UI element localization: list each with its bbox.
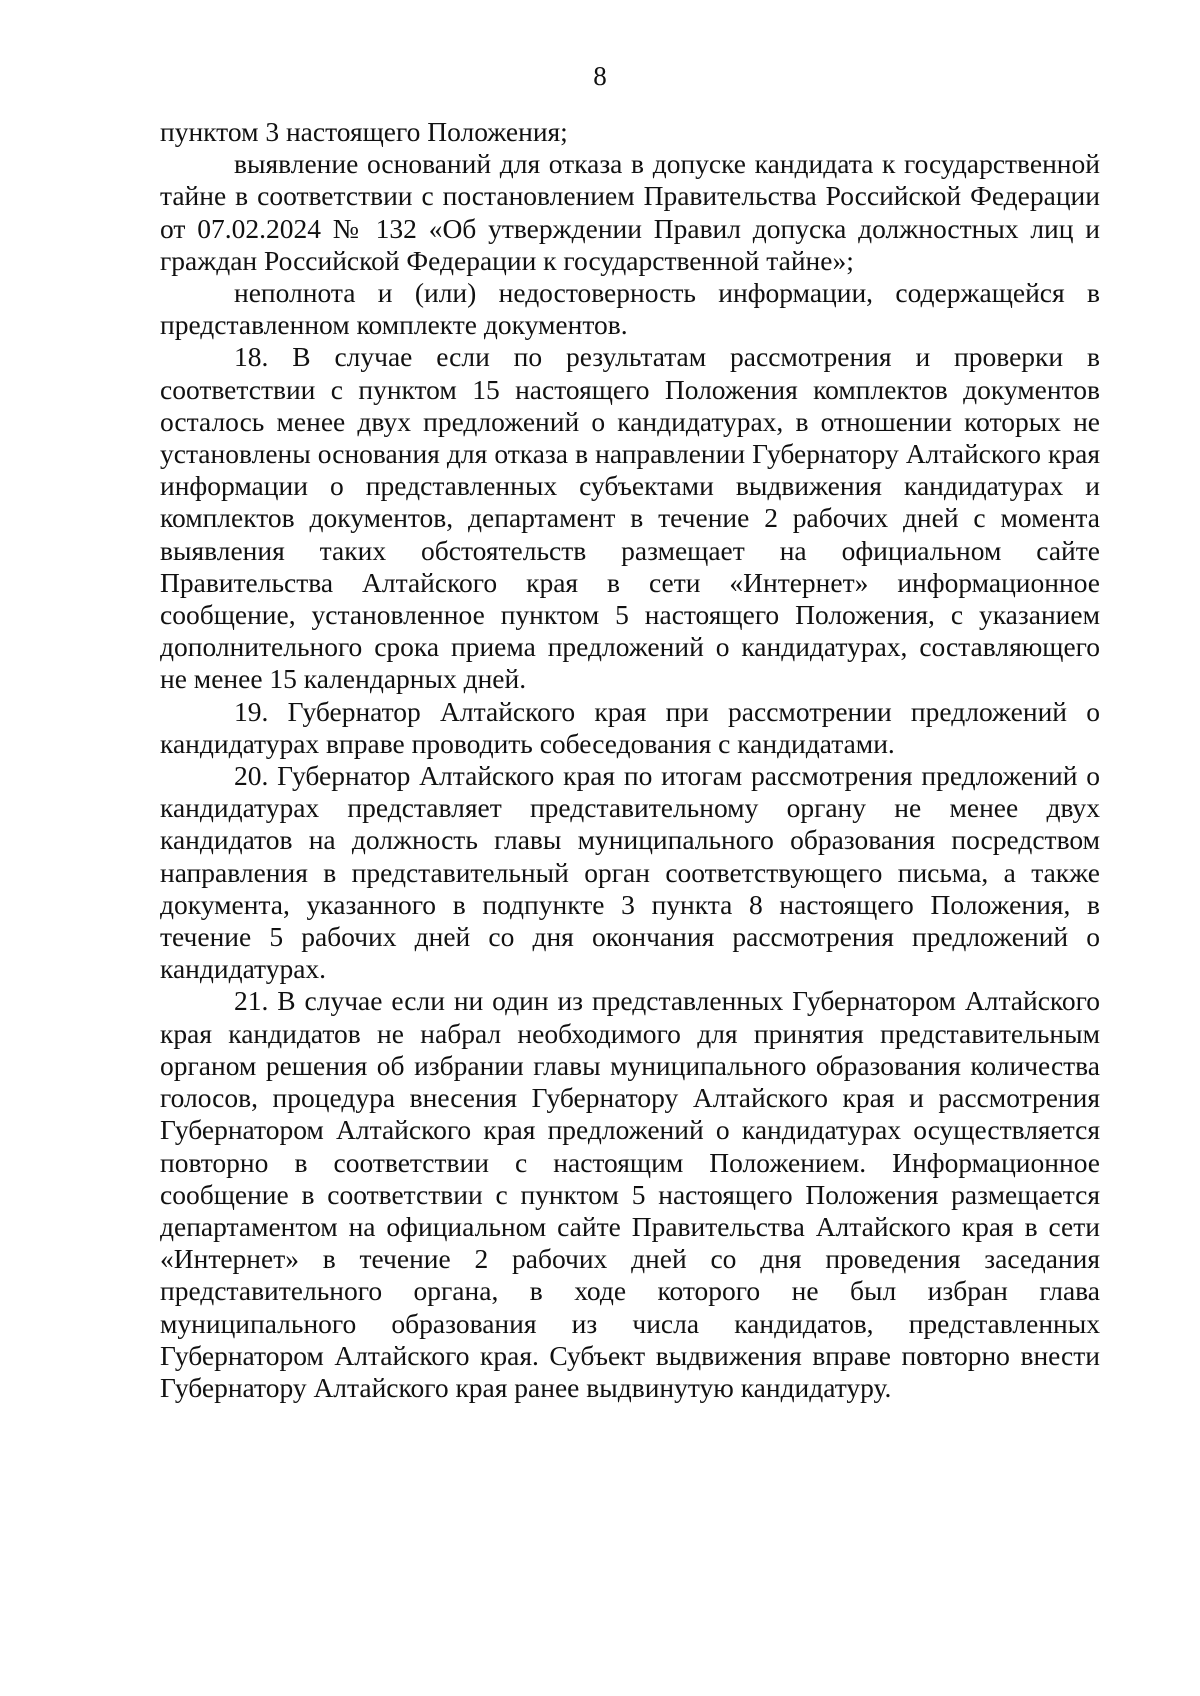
paragraph-continuation: пунктом 3 настоящего Положения; (160, 116, 568, 147)
paragraph-incomplete-information: неполнота и (или) недостоверность информации, содержащейся в представленном комплекте документов. (160, 277, 1100, 341)
document-body (160, 116, 1100, 1404)
paragraph-state-secret-grounds: выявление оснований для отказа в допуске кандидата к государственной тайне в соответствии с постановлением Правительства Российской Федерации от 07.02.2024 № 132 «Об утверждении Правил допуска должностных лиц и граждан Российской Федерации к государственной тайне»; (160, 148, 1100, 276)
paragraph-item-20: 20. Губернатор Алтайского края по итогам рассмотрения предложений о кандидатурах представляет представительному органу не менее двух кандидатов на должность главы муниципального образования посредством направления в представительный орган соответствующего письма, а также документа, указанного в подпункте 3 пункта 8 настоящего Положения, в течение 5 рабочих дней со дня окончания рассмотрения предложений о кандидатурах. (160, 760, 1100, 985)
paragraph-item-19: 19. Губернатор Алтайского края при рассмотрении предложений о кандидатурах вправе проводить собеседования с кандидатами. (160, 695, 1100, 759)
paragraph-item-21: 21. В случае если ни один из представленных Губернатором Алтайского края кандидатов не набрал необходимого для принятия представительным органом решения об избрании главы муниципального образования количества голосов, процедура внесения Губернатору Алтайского края и рассмотрения Губернатором Алтайского края предложений о кандидатурах осуществляется повторно в соответствии с настоящим Положением. Информационное сообщение в соответствии с пунктом 5 настоящего Положения размещается департаментом на официальном сайте Правительства Алтайского края в сети «Интернет» в течение 2 рабочих дней со дня проведения заседания представительного органа, в ходе которого не был избран глава муниципального образования из числа кандидатов, представленных Губернатором Алтайского края. Субъект выдвижения вправе повторно внести Губернатору Алтайского края ранее выдвинутую кандидатуру. (160, 985, 1100, 1403)
paragraph-item-18: 18. В случае если по результатам рассмотрения и проверки в соответствии с пунктом 15 настоящего Положения комплектов документов осталось менее двух предложений о кандидатурах, в отношении которых не установлены основания для отказа в направлении Губернатору Алтайского края информации о представленных субъектами выдвижения кандидатурах и комплектов документов, департамент в течение 2 рабочих дней с момента выявления таких обстоятельств размещает на официальном сайте Правительства Алтайского края в сети «Интернет» информационное сообщение, установленное пунктом 5 настоящего Положения, с указанием дополнительного срока приема предложений о кандидатурах, составляющего не менее 15 календарных дней. (160, 341, 1100, 695)
page-number: 8 (593, 61, 607, 91)
